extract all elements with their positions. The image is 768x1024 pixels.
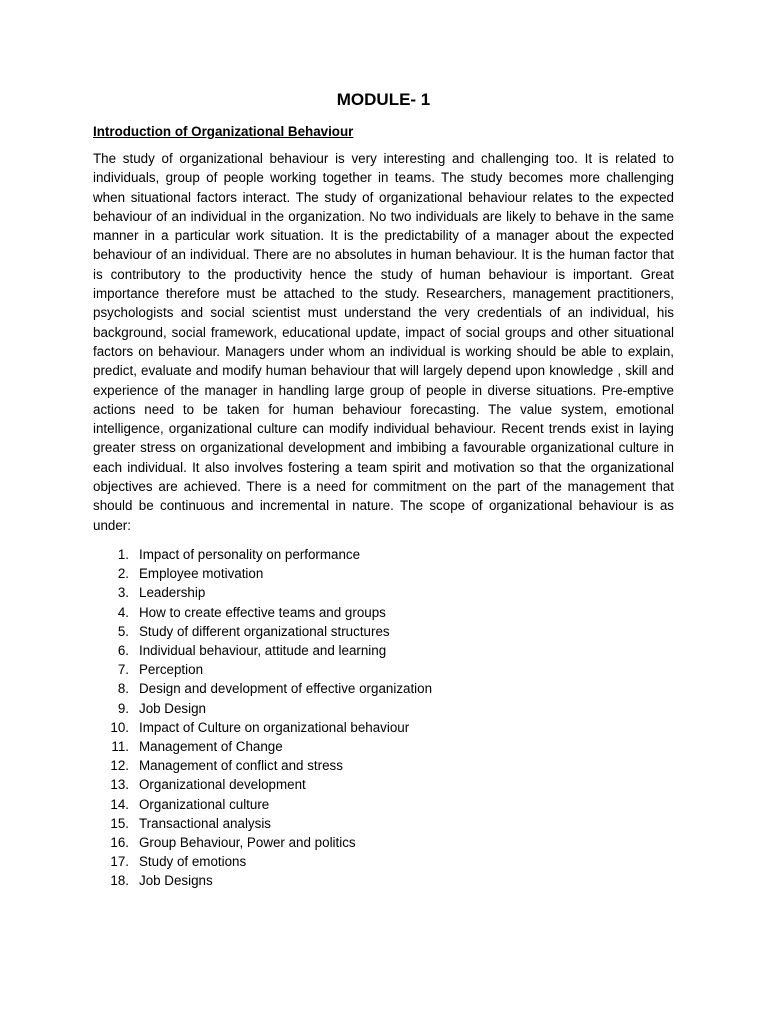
list-number: 9.	[117, 700, 129, 716]
list-item	[93, 679, 674, 698]
list-number: 3.	[117, 585, 129, 601]
list-item	[93, 795, 674, 814]
list-item-text: Job Design	[139, 700, 206, 716]
list-number: 6.	[117, 642, 129, 658]
list-item-text: Organizational development	[139, 777, 306, 793]
list-number: 2.	[117, 566, 129, 582]
list-item	[93, 833, 674, 852]
document-page	[93, 88, 674, 891]
list-number: 18.	[110, 873, 129, 889]
list-number: 12.	[110, 758, 129, 774]
list-item	[93, 775, 674, 794]
list-number: 8.	[117, 681, 129, 697]
list-item	[93, 583, 674, 602]
list-item	[93, 622, 674, 641]
list-item-text: Study of emotions	[139, 854, 247, 870]
list-number: 4.	[117, 604, 129, 620]
list-number: 1.	[117, 546, 129, 562]
list-item	[93, 699, 674, 718]
list-item-text: Group Behaviour, Power and politics	[139, 834, 356, 850]
list-item	[93, 545, 674, 564]
list-number: 15.	[110, 815, 129, 831]
list-item-text: Organizational culture	[139, 796, 270, 812]
list-item-text: Leadership	[139, 585, 206, 601]
list-item	[93, 641, 674, 660]
list-number: 11.	[111, 738, 129, 754]
section-heading: Introduction of Organizational Behaviour	[93, 124, 354, 139]
list-number: 13.	[110, 777, 129, 793]
list-item-text: Employee motivation	[139, 566, 264, 582]
list-item	[93, 737, 674, 756]
list-item	[93, 603, 674, 622]
list-number: 5.	[117, 623, 129, 639]
list-item	[93, 756, 674, 775]
list-item	[93, 660, 674, 679]
list-item	[93, 564, 674, 583]
list-item-text: Management of conflict and stress	[139, 758, 343, 774]
list-item-text: Management of Change	[139, 738, 283, 754]
list-number: 16.	[110, 834, 129, 850]
list-item	[93, 852, 674, 871]
list-item-text: Perception	[139, 662, 204, 678]
list-number: 17.	[110, 854, 129, 870]
page-title: MODULE- 1	[336, 90, 431, 109]
list-number: 7.	[117, 662, 129, 678]
list-item-text: Impact of Culture on organizational behaviour	[139, 719, 410, 735]
list-item-text: How to create effective teams and groups	[139, 604, 386, 620]
list-item	[93, 871, 674, 890]
list-item-text: Study of different organizational structures	[139, 623, 390, 639]
body-paragraph: The study of organizational behaviour is very interesting and challenging too. It is related to individuals, group of people working together in teams. The study becomes more challenging when situational factors interact. The study of organizational behaviour relates to the expected behaviour of an individual in the organization. No two individuals are likely to behave in the same manner in a particular work situation. It is the predictability of a manager about the expected behaviour of an individual. There are no absolutes in human behaviour. It is the human factor that is contributory to the productivity hence the study of human behaviour is important. Great importance therefore must be attached to the study. Researchers, management practitioners, psychologists and social scientist must understand the very credentials of an individual, his background, social framework, educational update, impact of social groups and other situational factors on behaviour. Managers under whom an individual is working should be able to explain, predict, evaluate and modify human behaviour that will largely depend upon knowledge , skill and experience of the manager in handling large group of people in diverse situations. Pre-emptive actions need to be taken for human behaviour forecasting. The value system, emotional intelligence, organizational culture can modify individual behaviour. Recent trends exist in laying greater stress on organizational development and imbibing a favourable organizational culture in each individual. It also involves fostering a team spirit and motivation so that the organizational objectives are achieved. There is a need for commitment on the part of the management that should be continuous and incremental in nature. The scope of organizational behaviour is as under:	[93, 151, 674, 533]
list-item	[93, 814, 674, 833]
list-number: 14.	[110, 796, 129, 812]
list-item	[93, 718, 674, 737]
list-item-text: Design and development of effective organization	[139, 681, 433, 697]
list-item-text: Job Designs	[139, 873, 213, 889]
list-number: 10.	[110, 719, 129, 735]
list-item-text: Impact of personality on performance	[139, 546, 361, 562]
scope-list	[93, 545, 674, 891]
list-item-text: Transactional analysis	[139, 815, 271, 831]
list-item-text: Individual behaviour, attitude and learning	[139, 642, 387, 658]
